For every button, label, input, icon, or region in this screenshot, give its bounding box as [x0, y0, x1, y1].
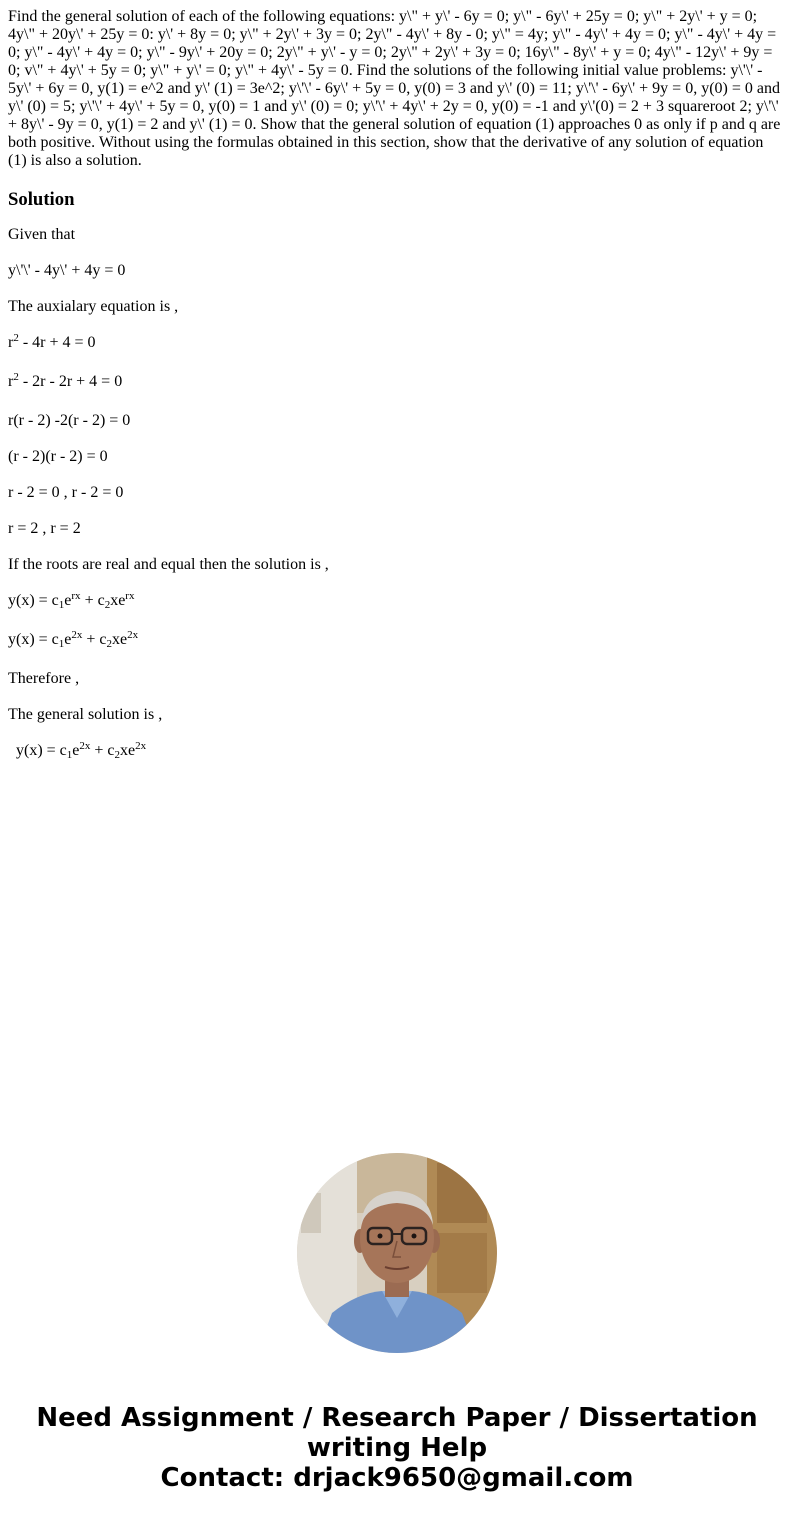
split-equation-line: $r^2 - 2r - 2r + 4 = 0$: [8, 371, 123, 390]
tutor-avatar: [297, 1153, 497, 1353]
factor-line-1: r(r - 2) -2(r - 2) = 0: [8, 412, 131, 429]
equation-line: y\'\' - 4y\' + 4y = 0: [8, 262, 126, 279]
tutor-photo-icon: [297, 1153, 497, 1353]
document-content: [8, 8, 784, 763]
aux-intro-line: The auxialary equation is ,: [8, 298, 179, 315]
therefore-line: Therefore ,: [8, 670, 80, 687]
final-solution-line: $y(x) = c_1e^{2x} + c_2xe^{2x}$: [16, 740, 147, 761]
particular-form-line: $y(x) = c_1e^{2x} + c_2xe^{2x}$: [8, 629, 139, 650]
conclusion-intro-line: The general solution is ,: [8, 706, 163, 723]
promo-footer: [0, 1403, 794, 1493]
roots-equation-line: r - 2 = 0 , r - 2 = 0: [8, 484, 124, 501]
roots-line: r = 2 , r = 2: [8, 520, 81, 537]
promo-line-1: Need Assignment / Research Paper / Dissertation: [36, 1403, 758, 1433]
general-form-line: $y(x) = c_1e^{rx} + c_2xe^{rx}$: [8, 590, 135, 611]
promo-line-2: writing Help: [306, 1433, 488, 1463]
aux-equation-line: $r^2 - 4r + 4 = 0$: [8, 332, 96, 351]
factor-line-2: (r - 2)(r - 2) = 0: [8, 448, 108, 465]
question-text: Find the general solution of each of the following equations: y\" + y\' - 6y = 0; y\" - 6y\' + 25y = 0; y\" + 2y\' + y = 0; 4y\" + 20y\' + 25y = 0: y\' + 8y = 0; y\" + 2y\' + 3y = 0; 2y\" - 4y\' + 8y - 0; y\" = 4y; y\" - 4y\' + 4y = 0; y\" - 4y\' + 4y = 0; y\" - 4y\' + 4y = 0; y\" - 9y\' + 20y = 0; 2y\" + y\' - y = 0; 2y\" + 2y\' + 3y = 0; 16y\" - 8y\' + y = 0; 4y\" - 12y\' + 9y = 0; v\" + 4y\' + 5y = 0; y\" + y\' = 0; y\" + 4y\' - 5y = 0. Find the solutions of the following initial value problems: y\'\' - 5y\' + 6y = 0, y(1) = e^2 and y\' (1) = 3e^2; y\'\' - 6y\' + 5y = 0, y(0) = 3 and y\' (0) = 11; y\'\' - 6y\' + 9y = 0, y(0) = 0 and y\' (0) = 5; y\'\' + 4y\' + 5y = 0, y(0) = 1 and y\' (0) = 0; y\'\' + 4y\' + 2y = 0, y(0) = -1 and y\'(0) = 2 + 3 squareroot 2; y\'\' + 8y\' - 9y = 0, y(1) = 2 and y\' (1) = 0. Show that the general solution of equation (1) approaches 0 as only if p and q are both positive. Without using the formulas obtained in this section, show that the derivative of any solution of equation (1) is also a solution.: [8, 8, 781, 169]
promo-contact: Contact: drjack9650@gmail.com: [160, 1463, 634, 1493]
condition-line: If the roots are real and equal then the solution is ,: [8, 556, 329, 573]
given-line: Given that: [8, 226, 76, 243]
solution-heading: Solution: [8, 189, 75, 210]
